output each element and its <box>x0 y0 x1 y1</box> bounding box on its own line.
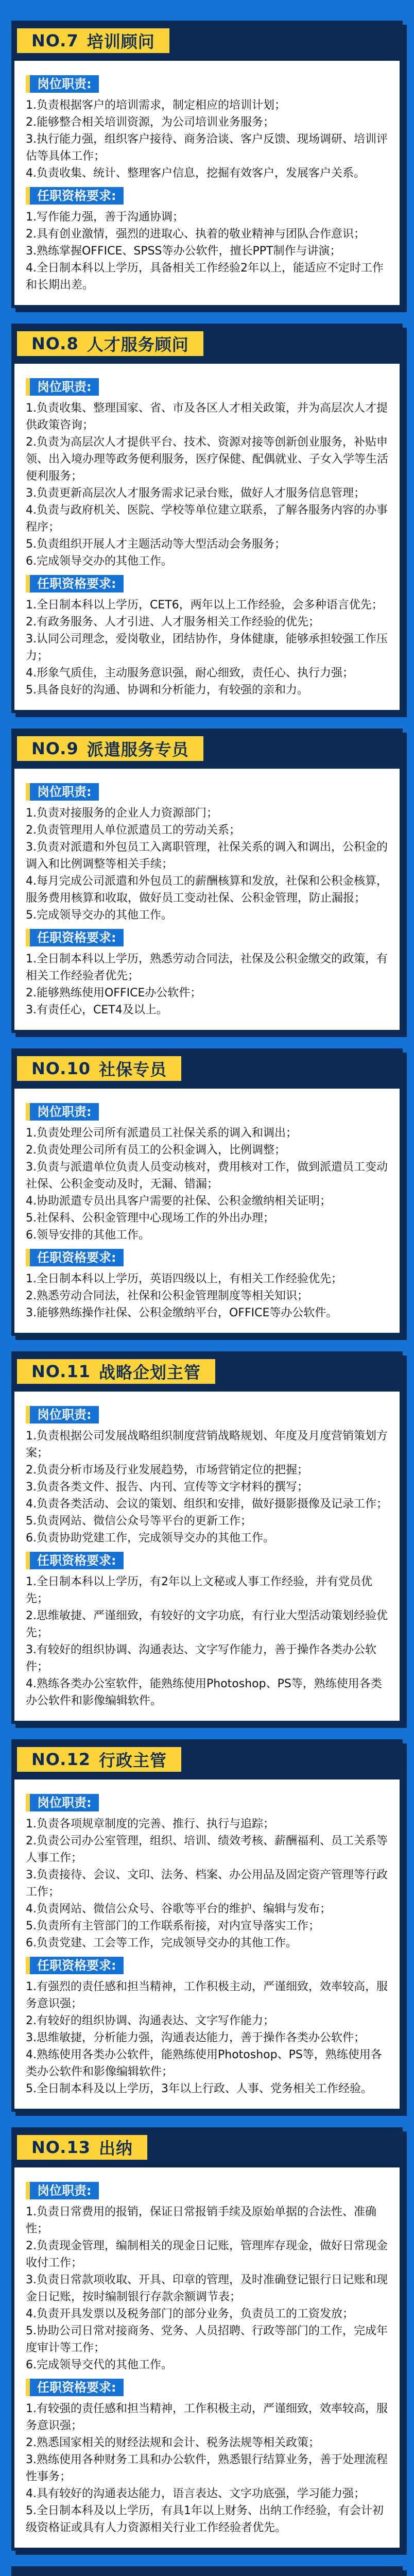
duties-label: 岗位职责: <box>26 1406 99 1423</box>
duties-label: 岗位职责: <box>26 378 99 396</box>
duty-item: 4.负责网站、微信公众号、谷歌等平台的维护、编辑与发布； <box>26 1903 331 1916</box>
job-name: 战略企划主管 <box>98 1363 201 1382</box>
job-card-header <box>14 324 400 364</box>
requirement-item: 4.熟练使用各类办公软件，能熟练使用Photoshop、PS等，熟练使用各类办公软件和影像编辑软件； <box>26 2048 382 2078</box>
duty-item: 3.执行能力强，组织客户接待、商务洽谈、客户反馈、现场调研、培训评估等具体工作； <box>26 133 388 163</box>
job-name: 派遣服务专员 <box>87 740 189 759</box>
job-card <box>11 324 403 713</box>
duty-item: 6.负责协助党建工作，完成领导交办的其他工作。 <box>26 1532 274 1545</box>
duties-label: 岗位职责: <box>26 783 99 801</box>
requirement-item: 5.全日制本科及以上学历，3年以上行政、人事、党务相关工作经验。 <box>26 2082 372 2095</box>
job-name: 行政主管 <box>98 1751 167 1770</box>
duty-item: 5.社保科、公积金管理中心现场工作的外出办理； <box>26 1212 274 1225</box>
duty-item: 1.负责对接服务的企业人力资源部门； <box>26 807 218 820</box>
job-name: 人才服务顾问 <box>87 335 189 354</box>
requirement-item: 1.全日制本科以上学历，有2年以上文秘或人事工作经验，并有党员优先； <box>26 1575 372 1605</box>
requirement-item: 2.熟悉劳动合同法，社保和公积金管理制度等相关知识； <box>26 1290 308 1302</box>
job-number: NO.7 <box>31 31 79 50</box>
duty-item: 2.负责处理公司所有员工的公积金调入，比例调整； <box>26 1144 286 1157</box>
requirement-item: 1.全日制本科以上学历，英语四级以上，有相关工作经验优先； <box>26 1273 342 1285</box>
duty-item: 1.负责根据公司发展战略组织制度营销战略规划、年度及月度营销策划方案； <box>26 1430 388 1460</box>
duty-item: 5.负责网站、微信公众号等平台的更新工作； <box>26 1515 252 1528</box>
job-card <box>11 728 403 1033</box>
requirement-item: 4.具有较好的沟通表达能力，语言表达、文字功底强，学习能力强； <box>26 2487 365 2500</box>
duty-item: 6.负责党建、工会等工作，完成领导交办的其他工作。 <box>26 1937 297 1950</box>
requirement-item: 3.认同公司理念，爱岗敬业，团结协作，身体健康，能够承担较强工作压力； <box>26 633 388 663</box>
requirements-label: 任职资格要求: <box>26 1249 124 1266</box>
requirements-label: 任职资格要求: <box>26 1552 124 1569</box>
signup-box <box>11 2566 403 2576</box>
job-number: NO.13 <box>31 2138 91 2157</box>
job-number: NO.9 <box>31 739 79 758</box>
requirement-item: 2.熟悉国家相关的财经法规和会计、税务法规等相关政策； <box>26 2436 320 2449</box>
requirement-item: 1.全日制本科以上学历，CET6，两年以上工作经验，会多种语言优先； <box>26 599 383 612</box>
job-name: 出纳 <box>98 2139 133 2158</box>
requirements-label: 任职资格要求: <box>26 929 124 946</box>
duty-item: 2.负责公司办公室管理，组织、培训、绩效考核、薪酬福利、员工关系等人事工作； <box>26 1835 388 1865</box>
duty-item: 3.负责接待、会议、文印、法务、档案、办公用品及固定资产管理等行政工作； <box>26 1869 388 1899</box>
requirement-item: 3.熟练掌握OFFICE、SPSS等办公软件，擅长PPT制作与讲演； <box>26 245 341 258</box>
requirement-item: 3.有较好的组织协调、沟通表达、文字写作能力，善于操作各类办公软件； <box>26 1643 376 1673</box>
signup-header <box>14 2569 400 2576</box>
job-card-header <box>14 2127 400 2167</box>
job-name: 社保专员 <box>98 1060 167 1079</box>
job-card-header <box>14 21 400 61</box>
requirement-item: 4.熟练各类办公室软件，能熟练使用Photoshop、PS等，熟练使用各类办公软件和影像编辑软件。 <box>26 1677 382 1707</box>
job-number: NO.8 <box>31 334 79 353</box>
requirement-item: 3.思维敏捷，分析能力强，沟通表达能力，善于操作各类办公软件； <box>26 2031 365 2044</box>
duty-item: 1.负责日常费用的报销，保证日常报销手续及原始单据的合法性、准确性； <box>26 2206 376 2235</box>
job-card <box>11 1351 403 1724</box>
duty-item: 3.负责各类文件、报告、内刊、宣传等文字材料的撰写； <box>26 1481 308 1494</box>
requirement-item: 2.有较好的组织协调、沟通表达、文字写作能力； <box>26 2014 274 2027</box>
duty-item: 2.负责现金管理，编制相关的现金日记账，管理库存现金，做好日常现金收付工作； <box>26 2240 388 2269</box>
duty-item: 5.负责组织开展人才主题活动等大型活动会务服务； <box>26 538 286 551</box>
job-title <box>14 2132 150 2162</box>
duty-item: 3.负责日常款项收取、开具、印章的管理，及时准确登记银行日记账和现金日记账，按时编制银行存款余额调节表； <box>26 2274 388 2303</box>
requirements-label: 任职资格要求: <box>26 1957 124 1974</box>
duty-item: 4.负责开具发票以及税务部门的部分业务，负责员工的工资发放； <box>26 2308 354 2320</box>
requirement-item: 2.有政务服务、人才引进、人才服务相关工作经验的优先； <box>26 616 320 629</box>
duty-item: 2.能够整合相关培训资源，为公司培训业务服务； <box>26 116 274 129</box>
duty-item: 4.负责与政府机关、医院、学校等单位建立联系，了解各服务内容的办事程序； <box>26 504 388 534</box>
duty-item: 6.完成领导交代的其他工作。 <box>26 2359 173 2371</box>
requirement-item: 1.全日制本科以上学历，熟悉劳动合同法，社保及公积金缴交的政策，有相关工作经验者优先； <box>26 953 388 982</box>
duties-label: 岗位职责: <box>26 1103 99 1121</box>
duty-item: 1.负责各项规章制度的完善、推行、执行与追踪； <box>26 1818 274 1831</box>
duty-item: 5.负责所有主管部门的工作联系衔接，对内宣导落实工作； <box>26 1920 320 1933</box>
requirement-item: 5.具备良好的沟通、协调和分析能力，有较强的亲和力。 <box>26 684 308 697</box>
job-card <box>11 1739 403 2112</box>
duty-item: 4.负责收集、统计、整理客户信息，挖掘有效客户，发展客户关系。 <box>26 167 365 180</box>
duty-item: 4.负责各类活动、会议的策划、组织和安排，做好摄影摄像及记录工作； <box>26 1498 388 1511</box>
job-card <box>11 21 403 308</box>
requirements-label: 任职资格要求: <box>26 187 124 205</box>
duty-item: 2.负责为高层次人才提供平台、技术、资源对接等创新创业服务，补贴申领、出入境办理等政务便利服务，医疗保健、配偶就业、子女入学等生活便利服务； <box>26 436 389 483</box>
job-title <box>14 26 172 56</box>
job-card-header <box>14 728 400 769</box>
duties-label: 岗位职责: <box>26 75 99 93</box>
requirement-item: 1.有强烈的责任感和担当精神，工作积极主动，严谨细致，效率较高，服务意识强； <box>26 1980 388 2010</box>
duty-item: 1.负责根据客户的培训需求，制定相应的培训计划； <box>26 99 286 112</box>
duty-item: 3.负责对派遣和外包员工入离职管理，社保关系的调入和调出，公积金的调入和比例调整等相关手续； <box>26 841 388 871</box>
duty-item: 1.负责收集、整理国家、省、市及各区人才相关政策，并为高层次人才提供政策咨询； <box>26 402 388 432</box>
requirement-item: 5.全日制本科及以上学历，有具1年以上财务、出纳工作经验，有会计初级资格证或具有人力资源相关行业工作经验者优先。 <box>26 2504 384 2534</box>
job-number: NO.11 <box>31 1362 91 1381</box>
duty-item: 4.协助派遣专员出具客户需要的社保、公积金缴纳相关证明； <box>26 1195 331 1208</box>
duty-item: 2.负责管理用人单位派遣员工的劳动关系； <box>26 824 240 837</box>
duty-item: 1.负责处理公司所有派遣员工社保关系的调入和调出； <box>26 1127 297 1140</box>
requirement-item: 2.具有创业激情，强烈的进取心、执着的敬业精神与团队合作意识； <box>26 228 365 241</box>
requirement-item: 2.能够熟练使用OFFICE办公软件； <box>26 987 202 999</box>
job-title <box>14 1357 218 1386</box>
requirements-label: 任职资格要求: <box>26 2379 124 2396</box>
duty-item: 5.协助公司日常对接商务、党务、人员招聘、行政等部门的工作，完成年度审计等工作； <box>26 2325 388 2354</box>
requirement-item: 4.形象气质佳，主动服务意识强，耐心细致，责任心、执行力强； <box>26 667 354 680</box>
duty-item: 3.负责与派遣单位负责人员变动核对，费用核对工作，做到派遣员工变动社保、公积金变动及时，无漏、错漏； <box>26 1161 388 1191</box>
requirement-item: 4.全日制本科以上学历，具备相关工作经验2年以上，能适应不定时工作和长期出差。 <box>26 262 384 292</box>
job-card-header <box>14 1048 400 1089</box>
duty-item: 6.领导安排的其他工作。 <box>26 1229 150 1242</box>
job-card-header <box>14 1351 400 1392</box>
duties-label: 岗位职责: <box>26 2182 99 2199</box>
duties-label: 岗位职责: <box>26 1794 99 1811</box>
requirement-item: 2.思维敏捷、严谨细致，有较好的文字功底，有行业大型活动策划经验优先； <box>26 1609 388 1639</box>
job-card <box>11 1048 403 1336</box>
job-number: NO.10 <box>31 1059 91 1078</box>
requirement-item: 1.有较强的责任感和担当精神，工作积极主动，严谨细致，效率较高，服务意识强； <box>26 2402 388 2432</box>
job-title <box>14 1054 184 1083</box>
duty-item: 3.负责更新高层次人才服务需求记录台账，做好人才服务信息管理； <box>26 487 365 500</box>
requirement-item: 3.能够熟练操作社保、公积金缴纳平台，OFFICE等办公软件。 <box>26 1307 338 1319</box>
duty-item: 2.负责分析市场及行业发展趋势，市场营销定位的把握； <box>26 1464 308 1477</box>
requirements-label: 任职资格要求: <box>26 575 124 592</box>
job-title <box>14 1744 184 1774</box>
requirement-item: 1.写作能力强，善于沟通协调； <box>26 211 184 224</box>
job-title <box>14 329 206 359</box>
duty-item: 5.完成领导交办的其他工作。 <box>26 909 173 922</box>
duty-item: 6.完成领导交办的其他工作。 <box>26 555 173 568</box>
duty-item: 4.每月完成公司派遣和外包员工的薪酬核算和发放，社保和公积金核算，服务费用核算和收取，做好员工变动社保、公积金管理，防止漏报； <box>26 875 388 905</box>
job-title <box>14 734 206 764</box>
job-cards <box>0 21 414 2551</box>
job-number: NO.12 <box>31 1750 91 1769</box>
requirement-item: 3.有责任心，CET4及以上。 <box>26 1004 168 1016</box>
job-name: 培训顾问 <box>87 32 155 52</box>
requirement-item: 3.熟练使用各种财务工具和办公软件，熟悉银行结算业务，善于处理流程性事务； <box>26 2453 388 2483</box>
job-card <box>11 2127 403 2551</box>
job-card-header <box>14 1739 400 1780</box>
